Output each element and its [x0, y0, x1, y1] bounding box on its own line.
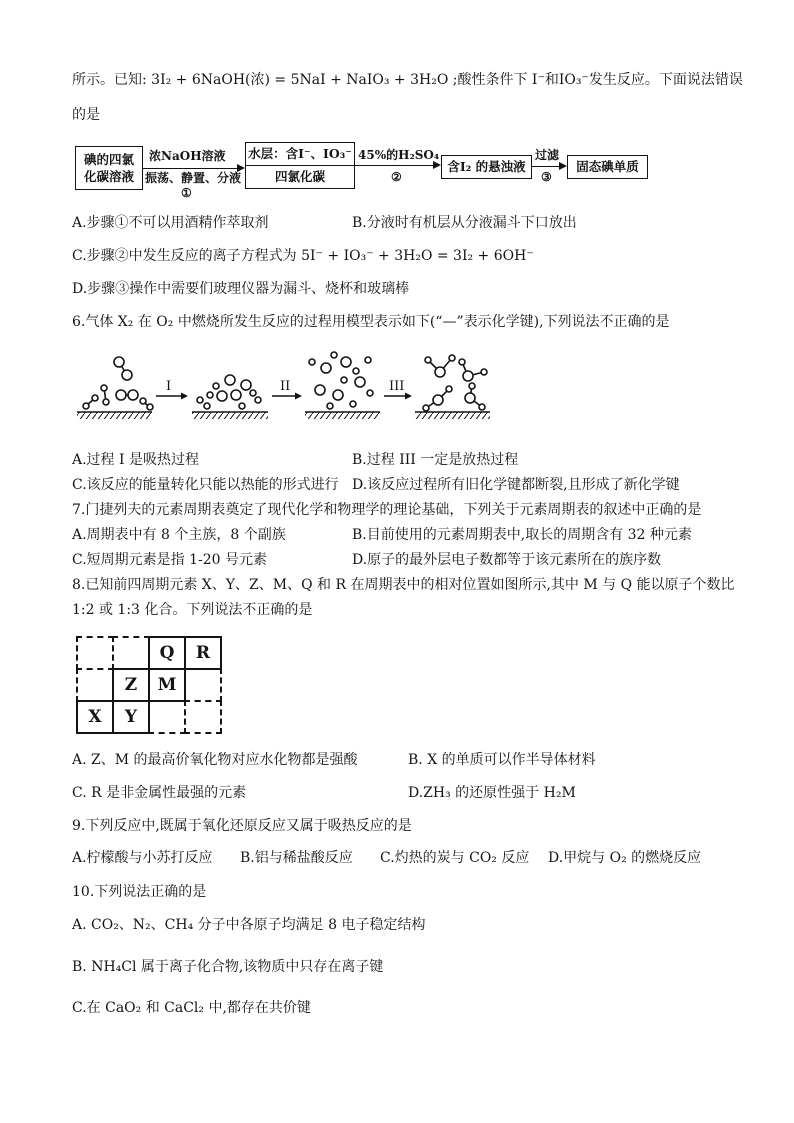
q9-option-b: B.铝与稀盐酸反应	[240, 850, 353, 866]
atom-large	[241, 380, 251, 390]
q9-option-d: D.甲烷与 O₂ 的燃烧反应	[548, 850, 702, 866]
q5-stem-line1: 所示。已知: 3I₂ + 6NaOH(浓) = 5NaI + NaIO₃ + 3H₂O ;酸性条件下 I⁻和IO₃⁻发生反应。下面说法错误	[72, 72, 743, 88]
atom-small	[446, 386, 452, 392]
atom-small	[92, 395, 98, 401]
q8-stem-line1: 8.已知前四周期元素 X、Y、Z、M、Q 和 R 在周期表中的相对位置如图所示,其中 M 与 Q 能以原子个数比	[72, 577, 735, 593]
atom-small	[459, 359, 465, 365]
atom-small	[101, 385, 107, 391]
atom-small	[367, 390, 373, 396]
atom-small	[350, 401, 356, 407]
atom-large	[465, 393, 475, 403]
surface-hatch	[305, 412, 380, 419]
q7-option-b: B.目前使用的元素周期表中,取长的周期含有 32 种元素	[352, 527, 692, 543]
q9-option-c: C.灼热的炭与 CO₂ 反应	[380, 850, 530, 866]
q8-option-a: A. Z、M 的最高价氧化物对应水化物都是强酸	[72, 752, 358, 768]
atom-small	[353, 368, 359, 374]
atom-large	[231, 390, 241, 400]
panel-atoms-adsorbed	[197, 375, 261, 409]
reaction-model-diagram	[0, 350, 520, 430]
atom-small	[147, 404, 153, 410]
atom-small	[449, 355, 455, 361]
atom-small	[331, 352, 337, 358]
atom-large	[463, 371, 473, 381]
atom-small	[423, 405, 429, 411]
q6-option-a: A.过程 I 是吸热过程	[72, 452, 199, 468]
flow-arrow-2	[355, 165, 439, 166]
atom-small	[204, 403, 210, 409]
q7-option-d: D.原子的最外层电子数都等于该元素所在的族序数	[352, 552, 662, 568]
grid-cell	[148, 700, 186, 734]
atom-small	[83, 403, 89, 409]
flow-step1-reagent: 浓NaOH溶液	[149, 149, 226, 163]
atom-large	[333, 390, 343, 400]
q5-option-c: C.步骤②中发生反应的离子方程式为 5I⁻ + IO₃⁻ + 3H₂O = 3I₂ + 6OH⁻	[72, 248, 534, 264]
surface-hatch	[192, 412, 268, 419]
atom-small	[327, 403, 333, 409]
flow-start-line1: 碘的四氯	[83, 152, 134, 167]
atom-large	[341, 357, 351, 367]
grid-cell-q: Q	[148, 636, 186, 670]
atom-small	[255, 397, 261, 403]
flow-step3-number: ③	[541, 170, 552, 184]
q8-stem-line2: 1:2 或 1:3 化合。下列说法不正确的是	[72, 602, 313, 618]
flow-mid-box	[245, 142, 355, 189]
atom-small	[140, 398, 146, 404]
grid-cell	[184, 700, 222, 734]
atom-large	[321, 363, 331, 373]
atom-large	[128, 390, 138, 400]
atom-small	[213, 383, 219, 389]
flow-start-line2: 化碳溶液	[83, 169, 134, 184]
q5-option-b: B.分液时有机层从分液漏斗下口放出	[352, 215, 577, 231]
q5-option-a: A.步骤①不可以用酒精作萃取剂	[72, 215, 269, 231]
flow-start-box	[75, 146, 143, 190]
atom-small	[309, 359, 315, 365]
catalyst-surfaces	[77, 412, 490, 419]
q8-option-c: C. R 是非金属性最强的元素	[72, 785, 247, 801]
q5-stem-line2: 的是	[72, 107, 100, 123]
atom-large	[435, 367, 445, 377]
flow-step1-number: ①	[181, 186, 192, 200]
process-label-2: II	[280, 379, 291, 394]
q10-stem: 10.下列说法正确的是	[72, 884, 207, 900]
grid-cell	[76, 668, 114, 702]
q6-option-b: B.过程 III 一定是放热过程	[352, 452, 519, 468]
panel-free-atoms	[309, 352, 373, 409]
atom-small	[341, 377, 347, 383]
atom-small	[469, 383, 475, 389]
q10-option-a: A. CO₂、N₂、CH₄ 分子中各原子均满足 8 电子稳定结构	[72, 917, 426, 933]
grid-cell	[76, 636, 114, 670]
atom-large	[116, 390, 126, 400]
q8-option-d: D.ZH₃ 的还原性强于 H₂M	[408, 785, 576, 801]
atom-small	[197, 397, 203, 403]
flow-product-box: 固态碘单质	[567, 155, 648, 179]
grid-cell-r: R	[184, 636, 222, 670]
atom-large	[433, 395, 443, 405]
q9-option-a: A.柠檬酸与小苏打反应	[72, 850, 213, 866]
atom-large	[217, 391, 227, 401]
atom-small	[479, 404, 485, 410]
flow-arrow-1	[143, 168, 243, 169]
flow-step2-number: ②	[391, 170, 402, 184]
flow-step2-reagent: 45%的H₂SO₄	[358, 148, 440, 162]
flow-suspension-box: 含I₂ 的悬浊液	[441, 155, 532, 179]
process-label-3: III	[389, 379, 405, 394]
atom-small	[103, 399, 109, 405]
grid-cell-m: M	[148, 668, 186, 702]
flow-mid-bottom: 四氯化碳	[274, 169, 325, 184]
q10-option-b: B. NH₄Cl 属于离子化合物,该物质中只存在离子键	[72, 959, 384, 975]
panel-reactants	[83, 357, 153, 410]
flow-step1-ops: 振荡、静置、分液	[145, 171, 242, 185]
atom-large	[225, 375, 235, 385]
q5-option-d: D.步骤③操作中需要们玻理仪器为漏斗、烧杯和玻璃棒	[72, 281, 410, 297]
grid-cell	[112, 636, 150, 670]
grid-cell-y: Y	[112, 700, 150, 734]
q7-option-a: A.周期表中有 8 个主族，8 个副族	[72, 527, 286, 543]
periodic-table-fragment	[77, 637, 221, 733]
atom-large	[355, 377, 365, 387]
q10-option-c: C.在 CaO₂ 和 CaCl₂ 中,都存在共价键	[72, 1000, 311, 1016]
atom-small	[239, 403, 245, 409]
atom-large	[315, 385, 325, 395]
panel-products	[423, 355, 487, 411]
atom-large	[122, 370, 132, 380]
q6-stem: 6.气体 X₂ 在 O₂ 中燃烧所发生反应的过程用模型表示如下(“—”表示化学键),下列说法不正确的是	[72, 314, 670, 330]
q6-option-c: C.该反应的能量转化只能以热能的形式进行	[72, 477, 339, 493]
grid-cell-x: X	[76, 700, 114, 734]
q7-stem: 7.门捷列夫的元素周期表奠定了现代化学和物理学的理论基础，下列关于元素周期表的叙述中正确的是	[72, 502, 702, 518]
q7-option-c: C.短周期元素是指 1-20 号元素	[72, 552, 268, 568]
flow-mid-top: 水层：含I⁻、IO₃⁻	[246, 143, 354, 166]
flow-arrow-3	[532, 166, 565, 167]
surface-hatch	[415, 412, 490, 419]
grid-cell-z: Z	[112, 668, 150, 702]
process-label-1: I	[166, 379, 172, 394]
atom-small	[481, 369, 487, 375]
q8-option-b: B. X 的单质可以作半导体材料	[408, 752, 596, 768]
q6-option-d: D.该反应过程所有旧化学键都断裂,且形成了新化学键	[352, 477, 680, 493]
atom-large	[114, 357, 124, 367]
atom-small	[365, 357, 371, 363]
flow-step3-op: 过滤	[535, 148, 560, 162]
grid-cell	[184, 668, 222, 702]
atom-small	[425, 357, 431, 363]
surface-hatch	[77, 412, 152, 419]
atom-small	[207, 392, 213, 398]
atom-small	[250, 390, 256, 396]
q9-stem: 9.下列反应中,既属于氧化还原反应又属于吸热反应的是	[72, 818, 412, 834]
